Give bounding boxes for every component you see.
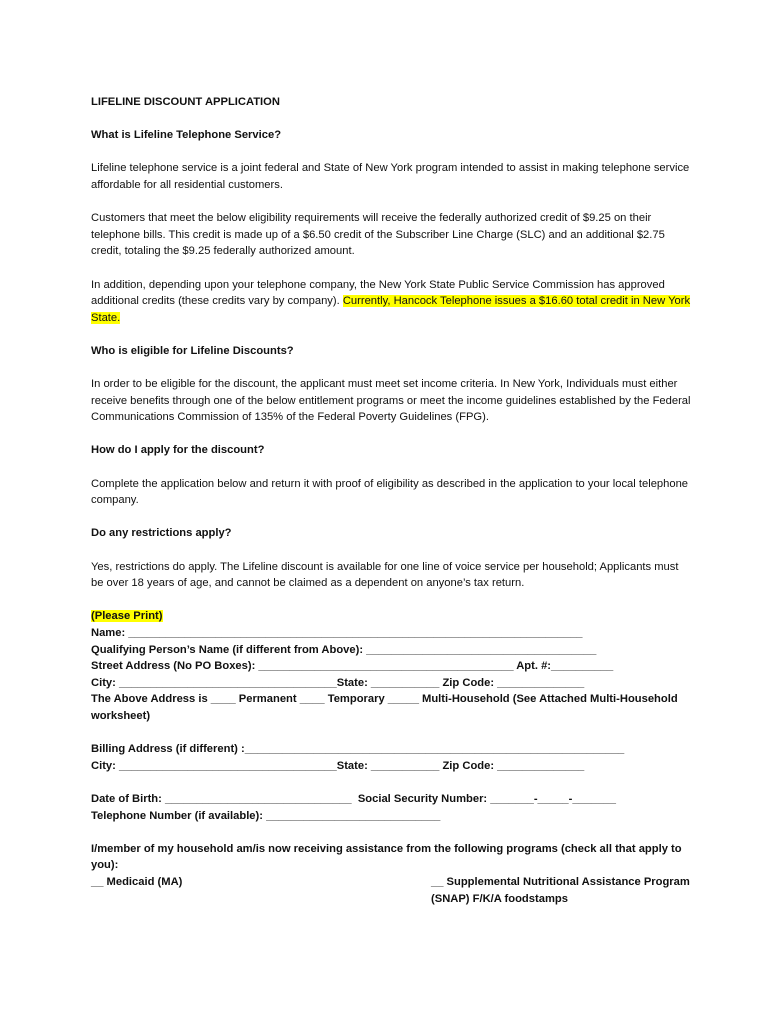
street-address-field[interactable]: Street Address (No PO Boxes): _________________________________________ Apt. #:__________ — [91, 660, 614, 673]
qualifying-person-field[interactable]: Qualifying Person’s Name (if different from Above): _____________________________________ — [91, 643, 597, 656]
name-field[interactable]: Name: _________________________________________________________________________ — [91, 627, 583, 639]
heading-who-is-eligible: Who is eligible for Lifeline Discounts? — [91, 344, 294, 357]
paragraph-restrictions: Yes, restrictions do apply. The Lifeline discount is available for one line of voice service per household; Applicants must be over 18 years of age, and cannot be claimed as a dependent on anyone’s tax return. — [91, 560, 679, 590]
programs-row — [91, 874, 691, 905]
heading-what-is-lifeline: What is Lifeline Telephone Service? — [91, 129, 282, 142]
billing-address-field[interactable]: Billing Address (if different) :_____________________________________________________________ — [91, 743, 625, 756]
telephone-number-field[interactable]: Telephone Number (if available): ____________________________ — [91, 809, 441, 822]
paragraph-what-3-text: In addition, depending upon your telephone company, the New York State Public Service Commission has approved additional credits (these credits vary by company). — [91, 278, 665, 308]
paragraph-what-3 — [91, 277, 691, 327]
snap-checkbox[interactable]: __ Supplemental Nutritional Assistance Program (SNAP) F/K/A foodstamps — [431, 875, 690, 905]
paragraph-what-2: Customers that meet the below eligibility requirements will receive the federally authorized credit of $9.25 on their telephone bills. This credit is made up of a $6.50 credit of the Subscriber Line Charge (SLC) and an additional $2.75 credit, totaling the $9.25 federally authorized amount. — [91, 212, 665, 258]
address-type-field[interactable]: The Above Address is ____ Permanent ____ Temporary _____ Multi-Household (See Attached Multi-Household worksheet) — [91, 693, 678, 722]
heading-restrictions: Do any restrictions apply? — [91, 527, 232, 540]
highlighted-credit-note: Currently, Hancock Telephone issues a $16.60 total credit in New York State. — [91, 295, 691, 324]
please-print-text: (Please Print) — [91, 610, 163, 623]
billing-city-state-zip-field[interactable]: City: ___________________________________State: ___________ Zip Code: ______________ — [91, 759, 585, 772]
medicaid-checkbox[interactable]: __ Medicaid (MA) — [91, 875, 183, 888]
paragraph-how-to-apply: Complete the application below and return it with proof of eligibility as described in the application to your local telephone company. — [91, 477, 689, 507]
paragraph-what-1: Lifeline telephone service is a joint federal and State of New York program intended to assist in making telephone service affordable for all residential customers. — [91, 162, 690, 191]
document-page — [91, 94, 691, 905]
document-title: LIFELINE DISCOUNT APPLICATION — [91, 96, 280, 108]
paragraph-eligibility: In order to be eligible for the discount, the applicant must meet set income criteria. In New York, Individuals must either receive benefits through one of the below entitlement programs or meet the income guidelines established by the Federal Communications Commission of 135% of the Federal Poverty Guidelines (FPG). — [91, 378, 691, 424]
please-print-label — [91, 608, 691, 625]
programs-intro: I/member of my household am/is now receiving assistance from the following programs (check all that apply to you): — [91, 842, 682, 872]
heading-how-to-apply: How do I apply for the discount? — [91, 444, 265, 457]
city-state-zip-field[interactable]: City: ___________________________________State: ___________ Zip Code: ______________ — [91, 676, 585, 689]
dob-ssn-field[interactable]: Date of Birth: ______________________________ Social Security Number: _______-_____-_______ — [91, 792, 616, 805]
